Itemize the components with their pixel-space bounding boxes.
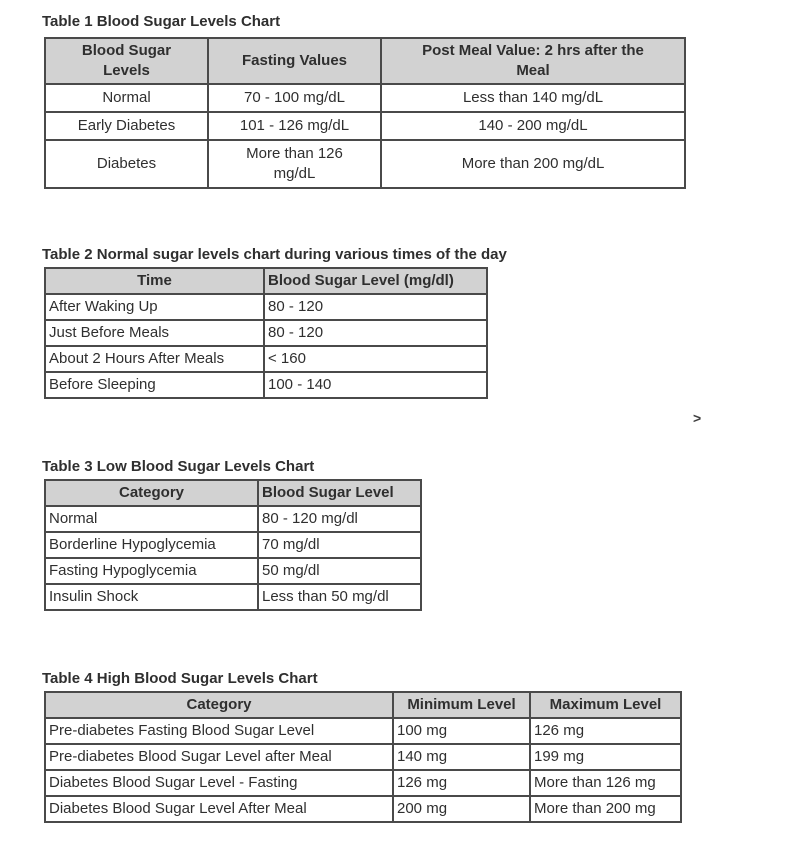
table-row (45, 558, 421, 584)
cell: Before Sleeping (45, 372, 264, 398)
cell: 126 mg (393, 770, 530, 796)
table-row (45, 346, 487, 372)
cell: Borderline Hypoglycemia (45, 532, 258, 558)
table-row (45, 584, 421, 610)
table1-col-header: Post Meal Value: 2 hrs after the Meal (381, 38, 685, 84)
table2-title: Table 2 Normal sugar levels chart during various times of the day (42, 246, 507, 263)
cell: About 2 Hours After Meals (45, 346, 264, 372)
cell: 50 mg/dl (258, 558, 421, 584)
table3-low-blood-sugar (44, 479, 422, 611)
cell: 126 mg (530, 718, 681, 744)
cell: Diabetes Blood Sugar Level - Fasting (45, 770, 393, 796)
table4-col-header: Category (45, 692, 393, 718)
table-row (45, 744, 681, 770)
cell: Less than 50 mg/dl (258, 584, 421, 610)
table3-header-row (45, 480, 421, 506)
cell: Normal (45, 84, 208, 112)
cell: 140 mg (393, 744, 530, 770)
cell: < 160 (264, 346, 487, 372)
cell: Fasting Hypoglycemia (45, 558, 258, 584)
table2-normal-sugar-by-time (44, 267, 488, 399)
cell: Diabetes (45, 140, 208, 188)
cell: After Waking Up (45, 294, 264, 320)
table-row (45, 112, 685, 140)
cell: 70 - 100 mg/dL (208, 84, 381, 112)
next-arrow-icon[interactable]: > (693, 410, 702, 426)
cell: 200 mg (393, 796, 530, 822)
cell: Pre-diabetes Fasting Blood Sugar Level (45, 718, 393, 744)
table1-blood-sugar-levels (44, 37, 686, 189)
cell: 80 - 120 (264, 294, 487, 320)
table2-header-row (45, 268, 487, 294)
cell: 70 mg/dl (258, 532, 421, 558)
cell: Less than 140 mg/dL (381, 84, 685, 112)
cell: Early Diabetes (45, 112, 208, 140)
cell: Normal (45, 506, 258, 532)
table2-col-header: Time (45, 268, 264, 294)
table-row (45, 796, 681, 822)
table-row (45, 140, 685, 188)
table-row (45, 506, 421, 532)
cell: More than 126 mg/dL (208, 140, 381, 188)
cell: 100 - 140 (264, 372, 487, 398)
cell: Insulin Shock (45, 584, 258, 610)
table1-col-header: Fasting Values (208, 38, 381, 84)
table-row (45, 320, 487, 346)
cell: 140 - 200 mg/dL (381, 112, 685, 140)
table-row (45, 718, 681, 744)
cell: More than 200 mg/dL (381, 140, 685, 188)
table3-title: Table 3 Low Blood Sugar Levels Chart (42, 458, 315, 475)
cell: 100 mg (393, 718, 530, 744)
cell: 80 - 120 mg/dl (258, 506, 421, 532)
cell: More than 200 mg (530, 796, 681, 822)
table4-col-header: Minimum Level (393, 692, 530, 718)
table-row (45, 84, 685, 112)
table2-col-header: Blood Sugar Level (mg/dl) (264, 268, 487, 294)
table1-col-header: Blood Sugar Levels (45, 38, 208, 84)
table-row (45, 294, 487, 320)
cell: More than 126 mg (530, 770, 681, 796)
cell: 199 mg (530, 744, 681, 770)
table1-title: Table 1 Blood Sugar Levels Chart (42, 13, 281, 30)
table3-col-header: Blood Sugar Level (258, 480, 421, 506)
cell: Just Before Meals (45, 320, 264, 346)
table-row (45, 770, 681, 796)
table-row (45, 372, 487, 398)
table1-header-row (45, 38, 685, 84)
table4-high-blood-sugar (44, 691, 682, 823)
table-row (45, 532, 421, 558)
table4-col-header: Maximum Level (530, 692, 681, 718)
table4-title: Table 4 High Blood Sugar Levels Chart (42, 670, 318, 687)
table4-header-row (45, 692, 681, 718)
cell: Pre-diabetes Blood Sugar Level after Meal (45, 744, 393, 770)
cell: 80 - 120 (264, 320, 487, 346)
cell: Diabetes Blood Sugar Level After Meal (45, 796, 393, 822)
cell: 101 - 126 mg/dL (208, 112, 381, 140)
table3-col-header: Category (45, 480, 258, 506)
